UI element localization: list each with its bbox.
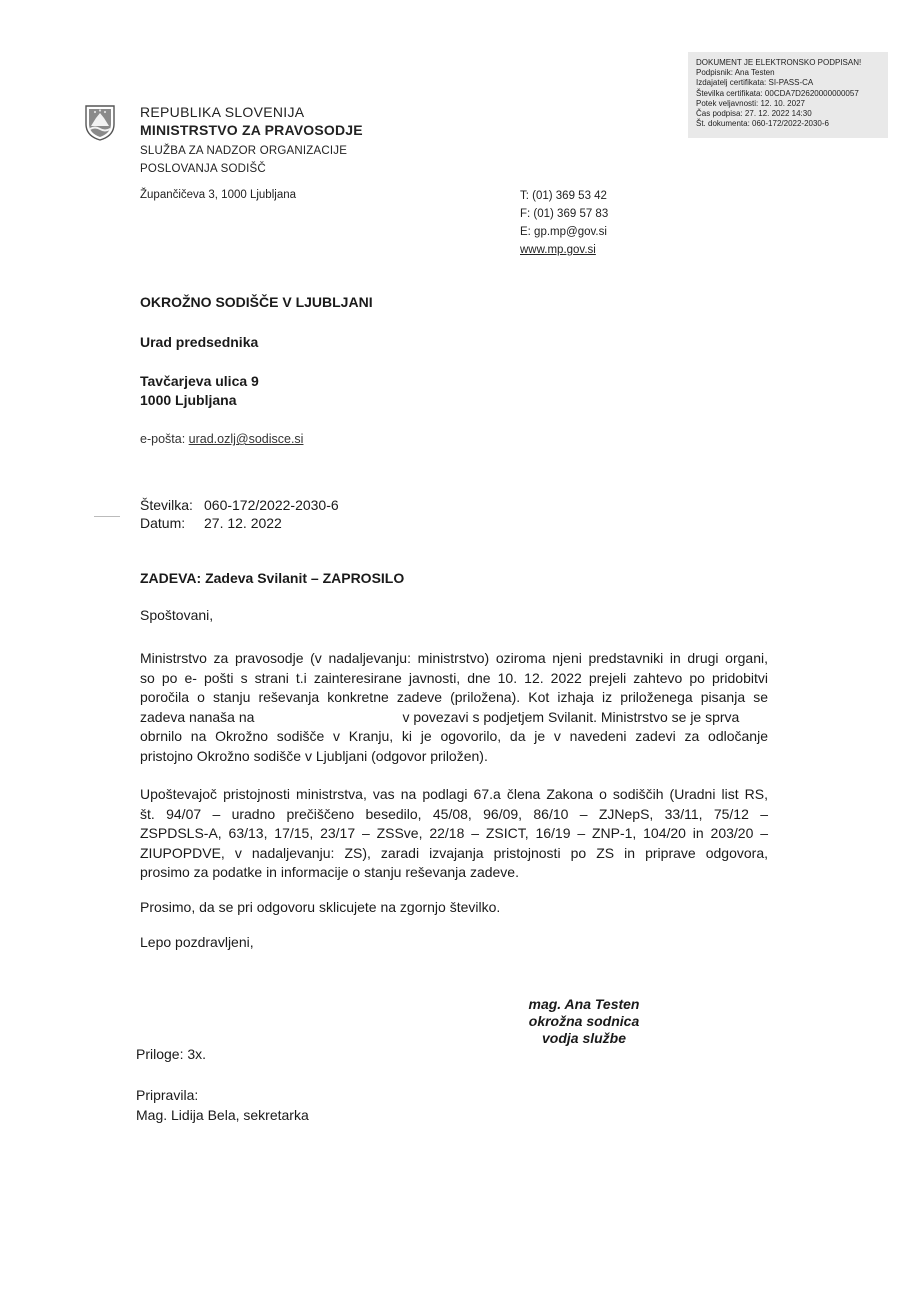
paragraph-line: obrnilo na Okrožno sodišče v Kranju, ki je ogovorilo, da je v navedeni zadevi za odločanje [140, 728, 768, 744]
recipient-email-link[interactable]: urad.ozlj@sodisce.si [188, 432, 304, 446]
sender-website-link[interactable]: www.mp.gov.si [520, 244, 596, 256]
stamp-line: Št. dokumenta: 060-172/2022-2030-6 [696, 119, 829, 129]
stamp-line: Podpisnik: Ana Testen [696, 68, 775, 78]
slovenia-coat-of-arms-icon [84, 104, 116, 142]
salutation: Spoštovani, [140, 607, 214, 623]
paragraph-line: poročila o stanju reševanja konkretne zadeve (priložena). Kot izhaja iz priloženega pisanja se [140, 689, 768, 705]
signer-name: mag. Ana Testen [528, 996, 640, 1012]
paragraph-line-start: zadeva nanaša na [140, 708, 255, 725]
signer-title: okrožna sodnica [528, 1013, 640, 1029]
paragraph-line: pristojno Okrožno sodišče v Ljubljani (odgovor priložen). [140, 747, 488, 764]
sender-fax: F: (01) 369 57 83 [520, 208, 609, 220]
sender-department-line-1: SLUŽBA ZA NADZOR ORGANIZACIJE [140, 145, 348, 157]
stamp-line: Izdajatelj certifikata: SI-PASS-CA [696, 78, 814, 88]
recipient-email-label: e-pošta: [140, 432, 189, 446]
stamp-line: DOKUMENT JE ELEKTRONSKO PODPISAN! [696, 58, 862, 67]
stamp-line: Potek veljavnosti: 12. 10. 2027 [696, 98, 805, 108]
document-date [140, 515, 282, 531]
sender-country: REPUBLIKA SLOVENIJA [140, 104, 305, 120]
paragraph-line: prosimo za podatke in informacije o stanju reševanja zadeve. [140, 864, 519, 880]
recipient-email-line [140, 432, 303, 446]
document-number-label: Številka: [140, 497, 193, 513]
paragraph-line: ZSPDSLS-A, 63/13, 17/15, 23/17 – ZSSve, 22/18 – ZSICT, 16/19 – ZNP-1, 104/20 in 203/20 – [140, 825, 768, 841]
stamp-line: Številka certifikata: 00CDA7D2620000000057 [696, 88, 859, 98]
prepared-by: Mag. Lidija Bela, sekretarka [136, 1107, 309, 1123]
body-paragraph-3: Prosimo, da se pri odgovoru sklicujete na zgornjo številko. [140, 899, 501, 915]
paragraph-line-end: v povezavi s podjetjem Svilanit. Ministrstvo se je sprva [402, 708, 740, 725]
electronic-signature-stamp [688, 52, 888, 138]
closing: Lepo pozdravljeni, [140, 934, 254, 950]
recipient-city: 1000 Ljubljana [140, 392, 237, 408]
document-number-value: 060-172/2022-2030-6 [204, 497, 339, 513]
sender-address: Župančičeva 3, 1000 Ljubljana [140, 189, 297, 201]
document-date-label: Datum: [140, 515, 186, 531]
subject-line: ZADEVA: Zadeva Svilanit – ZAPROSILO [140, 570, 405, 586]
prepared-by-label: Pripravila: [136, 1087, 199, 1103]
document-number [140, 497, 339, 513]
paragraph-line: Upoštevajoč pristojnosti ministrstva, vas na podlagi 67.a člena Zakona o sodiščih (Uradni list RS, [140, 786, 768, 802]
sender-ministry: MINISTRSTVO ZA PRAVOSODJE [140, 122, 363, 138]
document-date-value: 27. 12. 2022 [204, 515, 282, 531]
signature-block [520, 996, 648, 1047]
body-paragraph-1 [140, 649, 768, 766]
recipient-office: Urad predsednika [140, 334, 259, 350]
paragraph-line: Ministrstvo za pravosodje (v nadaljevanju: ministrstvo) oziroma njeni predstavniki in drugi organi, [140, 650, 768, 666]
stamp-line: Čas podpisa: 27. 12. 2022 14:30 [696, 109, 812, 119]
paragraph-line: ZIUPOPDVE, v nadaljevanju: ZS), zaradi izvajanja pristojnosti po ZS in priprave odgovora, [140, 844, 768, 861]
sender-department-line-2: POSLOVANJA SODIŠČ [140, 163, 266, 175]
sender-phone: T: (01) 369 53 42 [520, 190, 607, 202]
paragraph-line: so po e- pošti s strani t.i zainteresirane javnosti, dne 10. 12. 2022 prejeli zahtevo po pridobitvi [140, 669, 768, 686]
recipient-name: OKROŽNO SODIŠČE V LJUBLJANI [140, 294, 373, 310]
paragraph-line-redacted [140, 708, 768, 728]
fold-mark [94, 516, 120, 517]
paragraph-line: št. 94/07 – uradno prečiščeno besedilo, 45/08, 96/09, 86/10 – ZJNepS, 33/11, 75/12 – [140, 805, 768, 822]
sender-email: E: gp.mp@gov.si [520, 226, 607, 238]
body-paragraph-2 [140, 785, 768, 883]
recipient-street: Tavčarjeva ulica 9 [140, 373, 259, 389]
signer-role: vodja službe [541, 1030, 627, 1046]
attachments: Priloge: 3x. [136, 1046, 207, 1062]
